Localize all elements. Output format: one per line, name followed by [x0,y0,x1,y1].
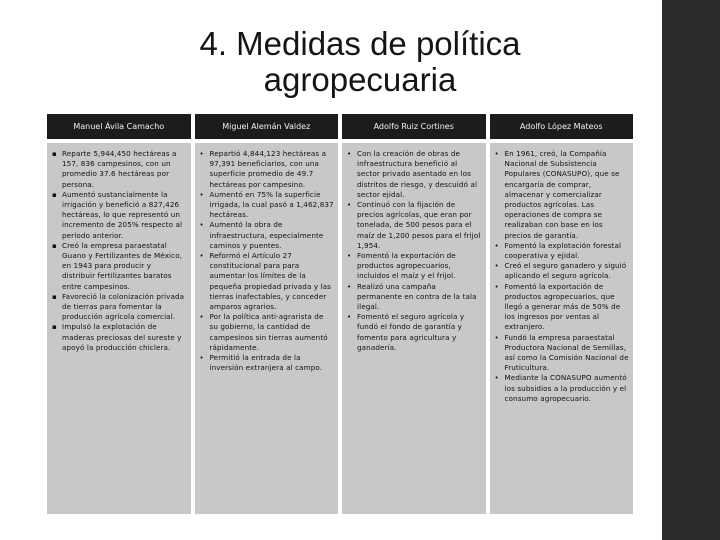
list-item-text: Impulsó la explotación de maderas preciosas del sureste y apoyó la producción chiclera. [62,322,182,352]
square-bullet-icon [52,241,60,251]
dot-bullet-icon [495,241,503,251]
policy-list [51,149,187,353]
list-item-text: Realizó una campaña permanente en contra de la tala ilegal. [357,281,477,312]
column-body [490,143,634,514]
dot-bullet-icon [200,190,208,200]
list-item [346,200,482,251]
list-item-text: Permitió la entrada de la inversión extranjera al campo. [209,353,323,373]
column-body [342,143,486,514]
column-header: Adolfo López Mateos [490,114,634,139]
list-item-text: Aumentó en 75% la superficie irrigada, la cual pasó a 1,462,837 hectáreas. [209,189,334,220]
list-item [199,149,335,190]
list-item [346,251,482,282]
dot-bullet-icon [495,282,503,292]
square-bullet-icon [52,190,60,200]
list-item [346,282,482,313]
list-item-text: Reformó el Artículo 27 constitucional para para aumentar los límites de la pequeña propiedad privada y las tierras inafectables, y conceder amparos agrarios. [209,251,332,312]
list-item [51,190,187,241]
dot-bullet-icon [200,312,208,322]
dot-bullet-icon [200,353,208,363]
list-item [494,241,630,261]
policy-list [494,149,630,404]
column-body [195,143,339,514]
dot-bullet-icon [495,261,503,271]
list-item [346,149,482,200]
dot-bullet-icon [200,251,208,261]
list-item-text: Aumentó sustancialmente la irrigación y benefició a 827,426 hectáreas, lo que representó un incremento de 205% respecto al periodo anterior. [62,189,183,240]
list-item-text: Reparte 5,944,450 hectáreas a 157, 836 campesinos, con un promedio 37.6 hectáreas por persona. [62,149,177,189]
square-bullet-icon [52,292,60,302]
list-item-text: Con la creación de obras de infraestructura benefició al sector privado asentado en los distritos de riesgo, y descuidó al sector ejidal. [357,149,478,199]
list-item [346,312,482,353]
list-item [494,261,630,281]
title-line-1: 4. Medidas de política [199,25,521,62]
policy-list [199,149,335,373]
dot-bullet-icon [200,220,208,230]
table-column [47,114,191,514]
list-item-text: Por la política anti-agrarista de su gobierno, la cantidad de campesinos sin tierras aumentó rápidamente. [209,312,328,352]
slide-title [150,26,570,98]
list-item [199,220,335,251]
dot-bullet-icon [200,149,208,159]
list-item-text: Continuó con la fijación de precios agrícolas, que eran por tonelada, de 500 pesos para el maíz de 1,200 pesos para el frijol 1,954. [357,200,481,250]
list-item-text: Fomentó la exportación de productos agropecuarios, incluidos el maíz y el frijol. [357,251,456,281]
dot-bullet-icon [347,200,355,210]
list-item [51,292,187,323]
square-bullet-icon [52,322,60,332]
list-item [51,241,187,292]
list-item-text: Repartió 4,844,123 hectáreas a 97,391 beneficiarios, con una superficie promedio de 49.7 hectáreas por campesino. [209,149,327,189]
right-side-band [662,0,720,540]
list-item-text: Fundó la empresa paraestatal Productora Nacional de Semillas, así como la Comisión Nacional de Fruticultura. [504,332,629,373]
table-column [195,114,339,514]
list-item [494,149,630,241]
dot-bullet-icon [347,282,355,292]
list-item-text: Aumentó la obra de infraestructura, especialmente caminos y puentes. [209,220,324,250]
table-column [490,114,634,514]
list-item-text: Creó el seguro ganadero y siguió aplicando el seguro agrícola. [504,261,627,281]
list-item-text: Mediante la CONASUPO aumentó los subsidios a la producción y el consumo agropecuario. [504,373,627,403]
list-item-text: Fomentó el seguro agrícola y fundó el fondo de garantía y fomento para agricultura y ganadería. [357,312,465,352]
list-item [494,333,630,374]
list-item [494,373,630,404]
list-item [199,353,335,373]
policy-table [47,114,633,514]
column-header: Adolfo Ruiz Cortines [342,114,486,139]
list-item-text: Fomentó la exportación de productos agropecuarios, que llegó a generar más de 50% de los ingresos por ventas al extranjero. [504,281,621,332]
list-item-text: Fomentó la explotación forestal cooperativa y ejidal. [504,240,622,261]
dot-bullet-icon [347,312,355,322]
dot-bullet-icon [495,373,503,383]
policy-list [346,149,482,353]
list-item [199,312,335,353]
column-header: Manuel Ávila Camacho [47,114,191,139]
title-line-2: agropecuaria [263,61,457,98]
column-body [47,143,191,514]
list-item [51,322,187,353]
column-header: Miguel Alemán Valdez [195,114,339,139]
table-column [342,114,486,514]
dot-bullet-icon [495,333,503,343]
list-item-text: Favoreció la colonización privada de tierras para fomentar la producción agrícola comercial. [62,291,185,322]
list-item [494,282,630,333]
square-bullet-icon [52,149,60,159]
list-item [199,251,335,312]
list-item [199,190,335,221]
dot-bullet-icon [347,149,355,159]
list-item [51,149,187,190]
list-item-text: Creó la empresa paraestatal Guano y Fertilizantes de México, en 1943 para producir y distribuir fertilizantes baratos entre campesinos. [62,240,183,291]
dot-bullet-icon [347,251,355,261]
list-item-text: En 1961, creó, la Compañía Nacional de Subsistencia Populares (CONASUPO), que se encargaría de comprar, almacenar y comercializar productos agrícolas. Las operaciones de compra se realizaban con base en los precios de garantía. [504,149,620,240]
dot-bullet-icon [495,149,503,159]
